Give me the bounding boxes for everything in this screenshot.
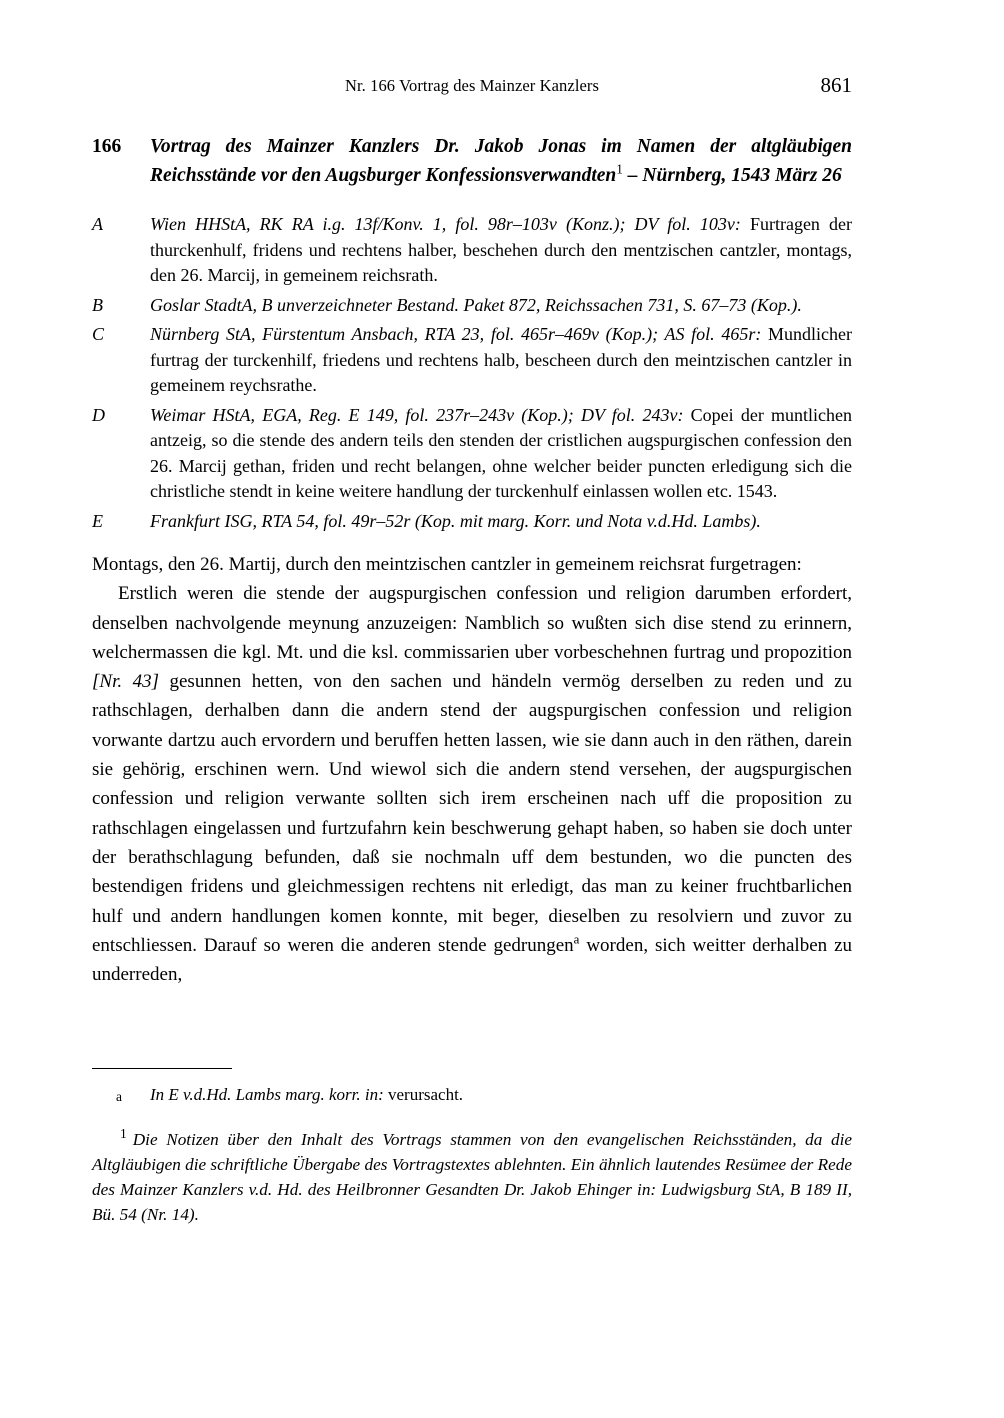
siglum-label: C	[92, 324, 105, 344]
siglum-label: B	[92, 294, 103, 315]
siglum-italic: Wien HHStA, RK RA i.g. 13f/Konv. 1, fol. 98r–103v (Konz.); DV fol. 103v:	[150, 214, 741, 234]
siglum-text	[150, 293, 852, 319]
siglum-text	[150, 322, 852, 399]
footnote-separator-rule	[92, 1068, 232, 1069]
siglum-entry	[92, 293, 852, 319]
siglum-italic: Goslar StadtA, B unverzeichneter Bestand. Paket 872, Reichssachen 731, S. 67–73 (Kop.).	[150, 294, 802, 315]
body-text	[92, 550, 852, 989]
body-paragraph-2-part-b: gesunnen hetten, von den sachen und händeln vermög derselben zu reden und zu rathschlagen, derhalben dann die andern stend der augspurgischen confession und religion vorwante dartzu auch ervordern und beruffen hetten lassen, wie sie dann auch in den räthen, darein sie gehörig, erschinen wern. Und wiewol sich die andern stend versehen, der augspurgischen confession und religion verwante sollten sich irem erscheinen nach uff die proposition zu rathschlagen eingelassen und furtzufahrn kein beschwerung gehapt haben, so haben sie doch unter der berathschlagung befunden, daß sie nochmaln uff dem bestunden, wo die puncten des bestendigen fridens und gleichmessigen rechtens nit erledigt, das man zu keiner fruchtbarlichen hulf und andern handlungen komen konnte, mit beger, dieselben zu resolviern und zuvor zu entschliessen. Darauf so weren die anderen stende gedrungen	[92, 671, 853, 956]
page-number: 861	[820, 73, 852, 97]
document-heading	[92, 132, 852, 190]
siglum-entry	[92, 403, 852, 505]
footnote-apparatus-roman: verursacht.	[383, 1085, 464, 1104]
siglum-text	[150, 212, 852, 289]
siglum-italic: Weimar HStA, EGA, Reg. E 149, fol. 237r–243v (Kop.); DV fol. 243v:	[150, 404, 684, 425]
siglum-label: A	[92, 214, 103, 234]
body-paragraph-2-apparatus-marker: a	[573, 931, 580, 947]
footnote-apparatus-marker: a	[116, 1089, 122, 1104]
footnote-1-number: 1	[120, 1126, 127, 1142]
siglum-label: E	[92, 510, 103, 531]
siglum-roman: Furtragen der thurckenhulf, fridens und rechtens halber, beschehen durch den mentzischen cantzler, montags, den 26. Marcij, in gemeinem reichsrath.	[150, 214, 852, 285]
body-paragraph-2-cross-reference: [Nr. 43]	[92, 671, 159, 693]
body-paragraph-2-part-a: Erstlich weren die stende der augspurgischen confession und religion darumben erfordert, denselben nachvolgende meynung anzuzeigen: Namblich so wußten sich dise stend zu erinnern, welchermassen die kgl. Mt. und die ksl. commissarien uber vorbeschehnen furtrag und propozition	[92, 583, 852, 663]
body-paragraph-1: Montags, den 26. Martij, durch den meintzischen cantzler in gemeinem reichsrat furgetragen:	[92, 554, 802, 575]
siglum-italic: Nürnberg StA, Fürstentum Ansbach, RTA 23, fol. 465r–469v (Kop.); AS fol. 465r:	[150, 324, 762, 344]
document-title-part2: – Nürnberg, 1543 März 26	[622, 165, 842, 186]
page-content	[92, 73, 853, 989]
siglum-roman: Mundlicher furtrag der turckenhilf, friedens und rechtens halb, bescheen durch den meintzischen cantzler in gemeinem reychsrathe.	[150, 324, 852, 395]
siglum-text	[150, 509, 852, 535]
siglum-entry	[92, 322, 852, 399]
footnote-apparatus-text	[150, 1083, 852, 1107]
sigla-list	[92, 212, 852, 534]
siglum-entry	[92, 509, 852, 535]
siglum-italic: Frankfurt ISG, RTA 54, fol. 49r–52r (Kop. mit marg. Korr. und Nota v.d.Hd. Lambs).	[150, 510, 761, 531]
document-title	[150, 132, 852, 190]
body-paragraph-2-part-c: worden, sich weitter derhalben zu underreden,	[92, 934, 853, 986]
document-title-part1: Vortrag des Mainzer Kanzlers Dr. Jakob Jonas im Namen der altgläubigen Reichsstände vor den Augsburger Konfessionsverwandten	[150, 136, 852, 186]
siglum-label: D	[92, 404, 105, 425]
document-number: 166	[92, 136, 122, 157]
footnote-1-text: Die Notizen über den Inhalt des Vortrags stammen von den evangelischen Reichsständen, da die Altgläubigen die schriftliche Übergabe des Vortragstextes ablehnten. Ein ähnlich lautendes Resümee der Rede des Mainzer Kanzlers v.d. Hd. des Heilbronner Gesandten Dr. Jakob Ehinger in: Ludwigsburg StA, B 189 II, Bü. 54 (Nr. 14).	[92, 1130, 852, 1224]
body-paragraph-2	[92, 579, 852, 989]
footnote-apparatus-italic: In E v.d.Hd. Lambs marg. korr. in:	[150, 1085, 384, 1104]
running-head	[92, 73, 852, 106]
running-head-title: Nr. 166 Vortrag des Mainzer Kanzlers	[344, 76, 600, 95]
footnote-apparatus-entry	[92, 1083, 852, 1109]
siglum-entry	[92, 212, 852, 289]
siglum-text	[150, 403, 852, 505]
document-title-footnote-marker: 1	[616, 161, 623, 177]
footnote-1	[92, 1127, 852, 1227]
footnote-area	[92, 1068, 852, 1227]
siglum-roman: Copei der muntlichen antzeig, so die stende des andern teils den stenden der cristlichen augspurgischen confession den 26. Marcij gethan, friden und recht belangen, ohne welcher beider puncten erledigung sich die christliche stendt in keine weitere handlung der turckenhulf einlassen wollen etc. 1543.	[150, 404, 852, 501]
